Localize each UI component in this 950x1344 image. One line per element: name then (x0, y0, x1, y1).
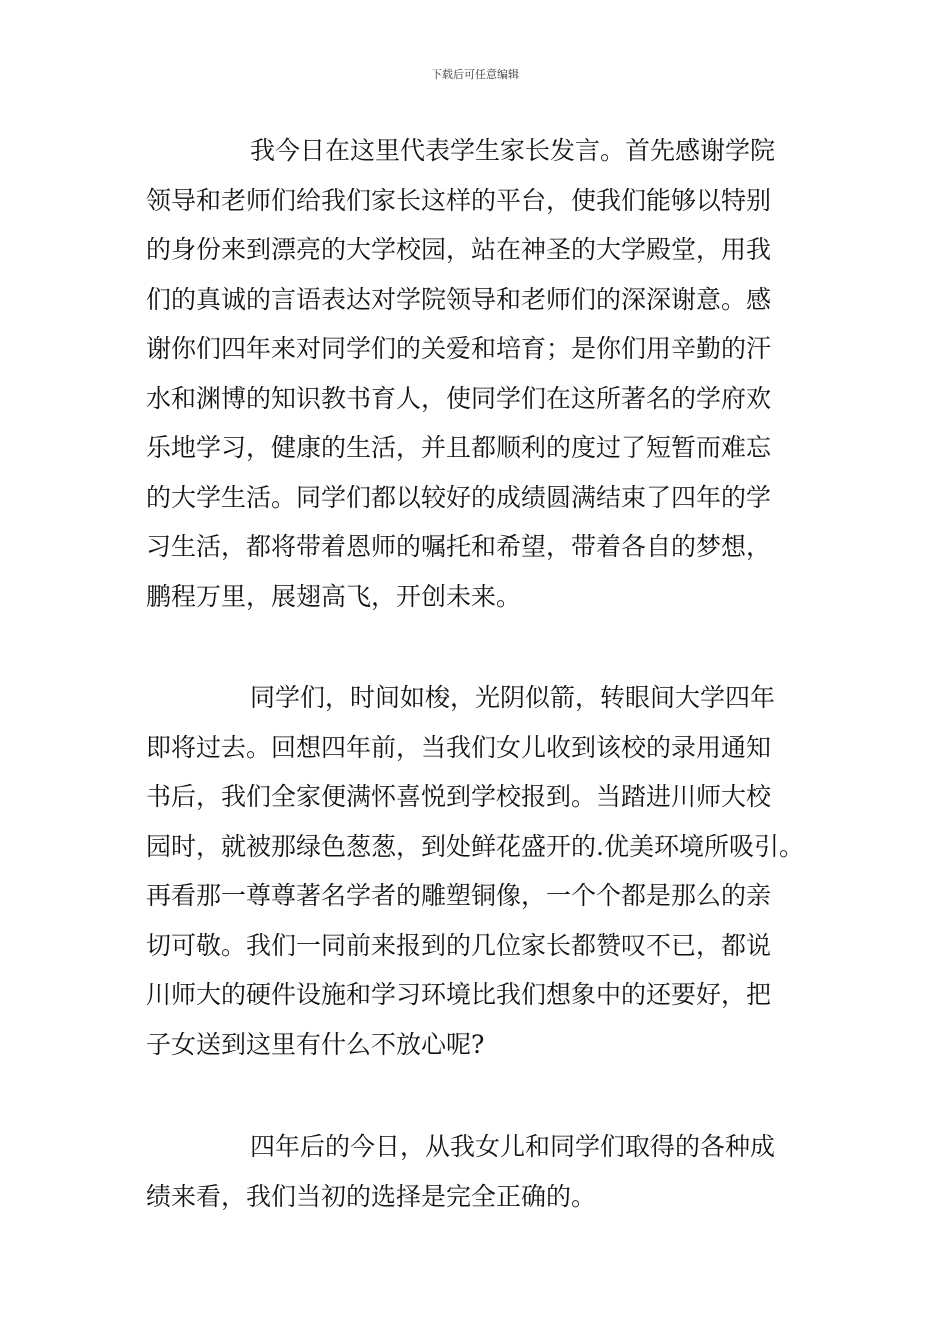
paragraph-line: 同学们，时间如梭，光阴似箭，转眼间大学四年 (250, 683, 776, 712)
paragraph-line: 谢你们四年来对同学们的关爱和培育；是你们用辛勤的汗 (146, 334, 772, 363)
paragraph-line: 乐地学习，健康的生活，并且都顺利的度过了短暂而难忘 (146, 433, 772, 462)
paragraph-line: 川师大的硬件设施和学习环境比我们想象中的还要好，把 (146, 980, 772, 1009)
paragraph-line: 四年后的今日，从我女儿和同学们取得的各种成 (250, 1132, 776, 1161)
paragraph-line: 子女送到这里有什么不放心呢? (146, 1029, 485, 1059)
paragraph-line: 水和渊博的知识教书育人，使同学们在这所著名的学府欢 (146, 383, 772, 413)
paragraph-line: 我今日在这里代表学生家长发言。首先感谢学院 (250, 136, 776, 165)
paragraph-1 (146, 126, 818, 621)
paragraph-line: 领导和老师们给我们家长这样的平台，使我们能够以特别 (146, 185, 772, 215)
paragraph-line: 再看那一尊尊著名学者的雕塑铜像，一个个都是那么的亲 (146, 881, 772, 910)
paragraph-line: 的身份来到漂亮的大学校园，站在神圣的大学殿堂，用我 (146, 235, 772, 264)
paragraph-line: 切可敬。我们一同前来报到的几位家长都赞叹不已，都说 (146, 930, 772, 960)
page-header-note: 下载后可任意编辑 (431, 68, 519, 81)
paragraph-line: 们的真诚的言语表达对学院领导和老师们的深深谢意。感 (146, 284, 772, 314)
paragraph-line: 的大学生活。同学们都以较好的成绩圆满结束了四年的学 (146, 482, 772, 512)
paragraph-line: 绩来看，我们当初的选择是完全正确的。 (146, 1181, 597, 1211)
paragraph-line: 园时，就被那绿色葱葱，到处鲜花盛开的.优美环境所吸引。 (146, 831, 804, 861)
paragraph-line: 习生活，都将带着恩师的嘱托和希望，带着各自的梦想， (146, 532, 772, 561)
paragraph-3 (146, 1122, 818, 1221)
paragraph-line: 鹏程万里，展翅高飞，开创未来。 (146, 581, 522, 611)
paragraph-line: 书后，我们全家便满怀喜悦到学校报到。当踏进川师大校 (146, 782, 772, 811)
paragraph-line: 即将过去。回想四年前，当我们女儿收到该校的录用通知 (146, 732, 772, 762)
paragraph-2 (146, 673, 818, 1069)
